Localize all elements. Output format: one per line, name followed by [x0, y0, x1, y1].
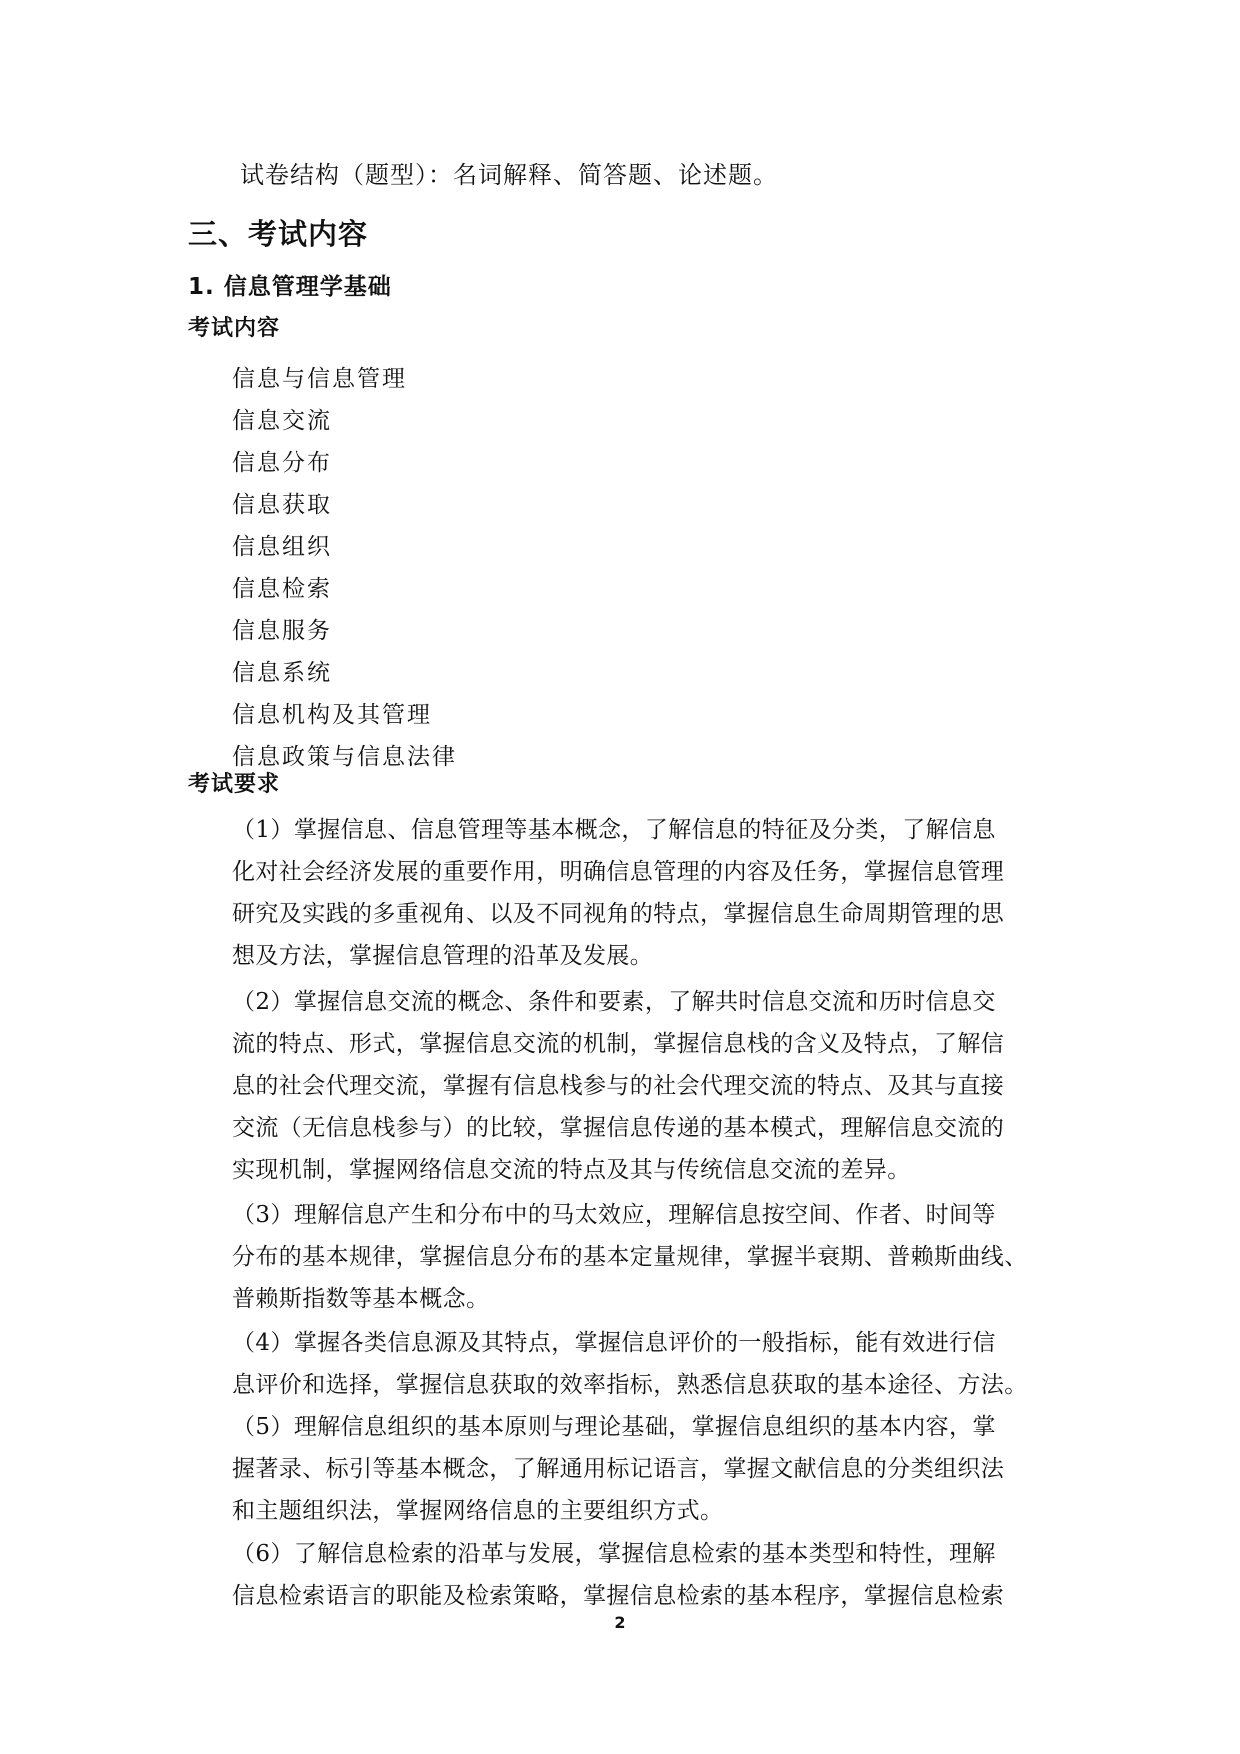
paper-structure-text: 试卷结构（题型）：名词解释、简答题、论述题。: [240, 161, 778, 189]
requirement-line: （1）掌握信息、信息管理等基本概念，了解信息的特征及分类，了解信息: [232, 817, 996, 843]
requirement-line: 和主题组织法，掌握网络信息的主要组织方式。: [232, 1498, 724, 1524]
topic-item: 信息与信息管理: [232, 366, 407, 392]
requirement-line: 握著录、标引等基本概念，了解通用标记语言，掌握文献信息的分类组织法: [232, 1456, 1005, 1482]
topic-item: 信息组织: [232, 534, 332, 560]
requirement-line: 息的社会代理交流，掌握有信息栈参与的社会代理交流的特点、及其与直接: [232, 1073, 1005, 1099]
requirements-label: 考试要求: [188, 772, 281, 797]
topic-item: 信息检索: [232, 576, 332, 602]
requirement-paragraph-1: [188, 809, 1056, 977]
requirement-paragraph-3: [188, 1194, 1056, 1320]
requirement-line: （2）掌握信息交流的概念、条件和要素，了解共时信息交流和历时信息交: [232, 989, 996, 1015]
topic-item: 信息机构及其管理: [232, 702, 432, 728]
topic-item: 信息分布: [232, 450, 332, 476]
requirement-line: 实现机制，掌握网络信息交流的特点及其与传统信息交流的差异。: [232, 1157, 911, 1183]
requirement-line: 交流（无信息栈参与）的比较，掌握信息传递的基本模式，理解信息交流的: [232, 1115, 1005, 1141]
content-label: 考试内容: [188, 316, 281, 341]
requirement-line: 流的特点、形式，掌握信息交流的机制，掌握信息栈的含义及特点，了解信: [232, 1031, 1005, 1057]
topic-item: 信息交流: [232, 408, 332, 434]
requirement-paragraph-5: [188, 1406, 1056, 1532]
section-heading: 三、考试内容: [188, 217, 369, 251]
requirement-paragraph-2: [188, 981, 1056, 1191]
topic-item: 信息服务: [232, 618, 332, 644]
topic-item: 信息获取: [232, 492, 332, 518]
topic-list: [232, 358, 457, 778]
requirement-line: 信息检索语言的职能及检索策略，掌握信息检索的基本程序，掌握信息检索: [232, 1583, 1005, 1609]
requirement-line: （4）掌握各类信息源及其特点，掌握信息评价的一般指标，能有效进行信: [232, 1330, 996, 1356]
page-number: 2: [614, 1613, 626, 1632]
topic-item: 信息政策与信息法律: [232, 744, 457, 770]
requirement-paragraph-4: [188, 1322, 1056, 1406]
requirement-line: 普赖斯指数等基本概念。: [232, 1286, 490, 1312]
requirement-line: （3）理解信息产生和分布中的马太效应，理解信息按空间、作者、时间等: [232, 1202, 996, 1228]
requirement-line: （5）理解信息组织的基本原则与理论基础，掌握信息组织的基本内容，掌: [232, 1414, 996, 1440]
requirement-line: （6）了解信息检索的沿革与发展，掌握信息检索的基本类型和特性，理解: [232, 1541, 996, 1567]
subsection-heading: 1. 信息管理学基础: [188, 274, 392, 300]
requirement-line: 研究及实践的多重视角、以及不同视角的特点，掌握信息生命周期管理的思: [232, 901, 1005, 927]
requirement-line: 想及方法，掌握信息管理的沿革及发展。: [232, 943, 654, 969]
requirement-line: 分布的基本规律，掌握信息分布的基本定量规律，掌握半衰期、普赖斯曲线、: [232, 1244, 1028, 1270]
requirement-paragraph-6: [188, 1533, 1056, 1617]
requirement-line: 息评价和选择，掌握信息获取的效率指标，熟悉信息获取的基本途径、方法。: [232, 1372, 1028, 1398]
requirement-line: 化对社会经济发展的重要作用，明确信息管理的内容及任务，掌握信息管理: [232, 859, 1005, 885]
topic-item: 信息系统: [232, 660, 332, 686]
